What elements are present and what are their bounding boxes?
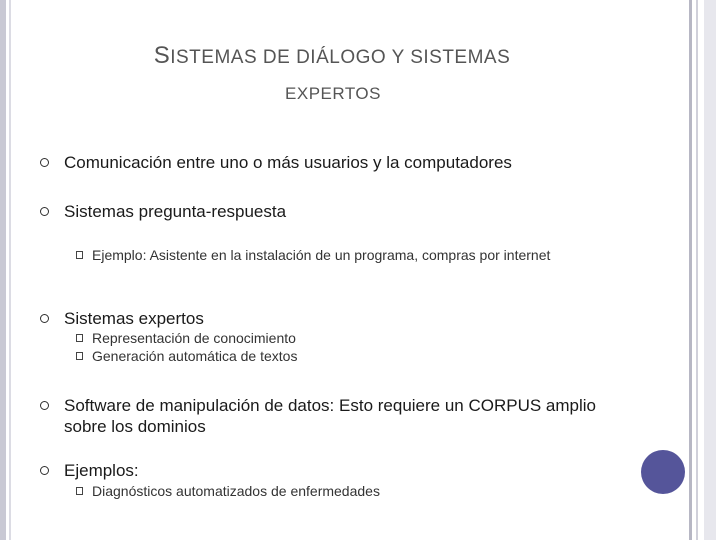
bullet-square-icon — [76, 334, 83, 342]
bullet-text: Ejemplos: — [64, 461, 139, 480]
sub-bullet-text: Generación automática de textos — [92, 348, 298, 364]
bullet-text: Software de manipulación de datos: Esto requiere un CORPUS amplio sobre los dominios — [64, 396, 597, 436]
bullet-square-icon — [76, 487, 83, 495]
title-line-2-text: EXPERTOS — [285, 84, 381, 103]
frame-band-right — [704, 0, 716, 540]
bullet-circle-icon — [40, 158, 49, 167]
bullet-circle-icon — [40, 207, 49, 216]
sub-bullet-text: Diagnósticos automatizados de enfermedades — [92, 483, 380, 499]
decorative-circle — [641, 450, 685, 494]
title-line-1: ISTEMAS DE DIÁLOGO Y SISTEMAS — [170, 47, 511, 68]
bullet-item — [40, 201, 624, 222]
bullet-circle-icon — [40, 401, 49, 410]
bullet-text: Sistemas pregunta-respuesta — [64, 202, 287, 221]
slide-title — [0, 42, 664, 70]
frame-line-left — [0, 0, 6, 540]
sub-bullet-item — [76, 484, 572, 499]
title-line-2 — [0, 84, 664, 104]
bullet-text: Sistemas expertos — [64, 309, 204, 328]
sub-bullet-item — [76, 349, 572, 364]
bullet-item — [40, 152, 624, 173]
bullet-square-icon — [76, 352, 83, 360]
bullet-text: Comunicación entre uno o más usuarios y la computadores — [64, 153, 512, 172]
sub-bullet-text: Ejemplo: Asistente en la instalación de un programa, compras por internet — [92, 247, 551, 263]
bullet-item — [40, 395, 624, 437]
frame-line-right-2 — [696, 0, 698, 540]
frame-line-right — [689, 0, 692, 540]
bullet-circle-icon — [40, 314, 49, 323]
bullet-item — [40, 460, 624, 481]
sub-bullet-text: Representación de conocimiento — [92, 330, 296, 346]
title-initial: S — [153, 42, 171, 69]
bullet-square-icon — [76, 251, 83, 259]
frame-line-left-inner — [9, 0, 11, 540]
bullet-item — [40, 308, 624, 329]
sub-bullet-item — [76, 248, 572, 263]
sub-bullet-item — [76, 331, 572, 346]
bullet-circle-icon — [40, 466, 49, 475]
